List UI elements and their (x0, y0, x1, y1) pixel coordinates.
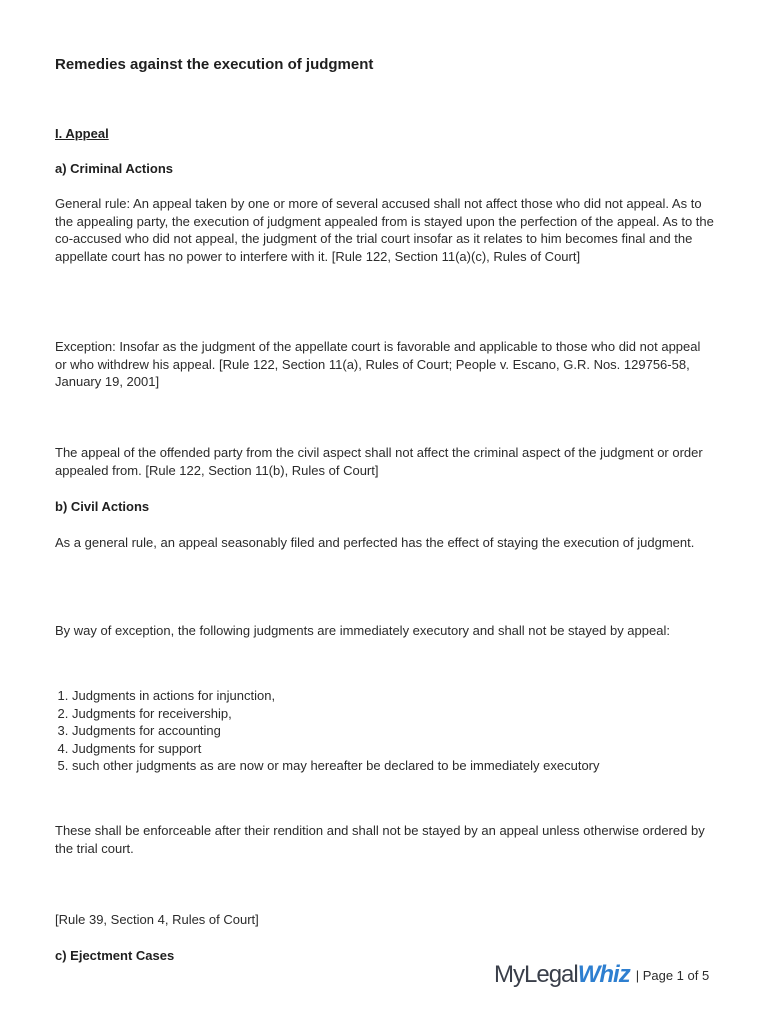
paragraph-civil-general-rule: As a general rule, an appeal seasonably filed and perfected has the effect of staying the execution of judgment. (55, 535, 695, 550)
page-footer (494, 960, 709, 990)
list-item: 3. Judgments for accounting (72, 722, 715, 740)
list-item: 5. such other judgments as are now or may hereafter be declared to be immediately executory (72, 757, 715, 775)
paragraph-civil-exception: By way of exception, the following judgments are immediately executory and shall not be stayed by appeal: (55, 623, 670, 638)
subheading-civil-actions: b) Civil Actions (55, 499, 150, 514)
subheading-ejectment-cases: c) Ejectment Cases (55, 948, 175, 963)
section-heading-appeal: I. Appeal (55, 126, 109, 141)
subheading-criminal-actions: a) Criminal Actions (55, 161, 173, 176)
mylegalwhiz-logo (494, 961, 630, 989)
logo-legal: Legal (524, 961, 578, 988)
logo-whiz: Whiz (577, 961, 630, 988)
list-item: 4. Judgments for support (72, 740, 715, 758)
executory-judgments-list (55, 687, 715, 775)
paragraph-exception: Exception: Insofar as the judgment of the appellate court is favorable and applicable to those who did not appeal or who withdrew his appeal. [Rule 122, Section 11(a), Rules of Court; People v. Escano, G.R. Nos. 129756-58, January 19, 2001] (55, 339, 701, 389)
page-number: | Page 1 of 5 (635, 967, 710, 983)
logo-my: My (494, 961, 524, 988)
paragraph-enforceable: These shall be enforceable after their rendition and shall not be stayed by an appeal unless otherwise ordered by the trial court. (55, 823, 705, 856)
list-item: 1. Judgments in actions for injunction, (72, 687, 715, 705)
citation-rule-39: [Rule 39, Section 4, Rules of Court] (55, 912, 259, 927)
paragraph-offended-party: The appeal of the offended party from the civil aspect shall not affect the criminal aspect of the judgment or order appealed from. [Rule 122, Section 11(b), Rules of Court] (55, 445, 703, 478)
document-title: Remedies against the execution of judgment (55, 56, 374, 73)
paragraph-general-rule: General rule: An appeal taken by one or more of several accused shall not affect those who did not appeal. As to the appealing party, the execution of judgment appealed from is stayed upon the perfection of the appeal. As to the co-accused who did not appeal, the judgment of the trial court insofar as it relates to him becomes final and the appellate court has no power to interfere with it. [Rule 122, Section 11(a)(c), Rules of Court] (55, 196, 714, 264)
list-item: 2. Judgments for receivership, (72, 705, 715, 723)
